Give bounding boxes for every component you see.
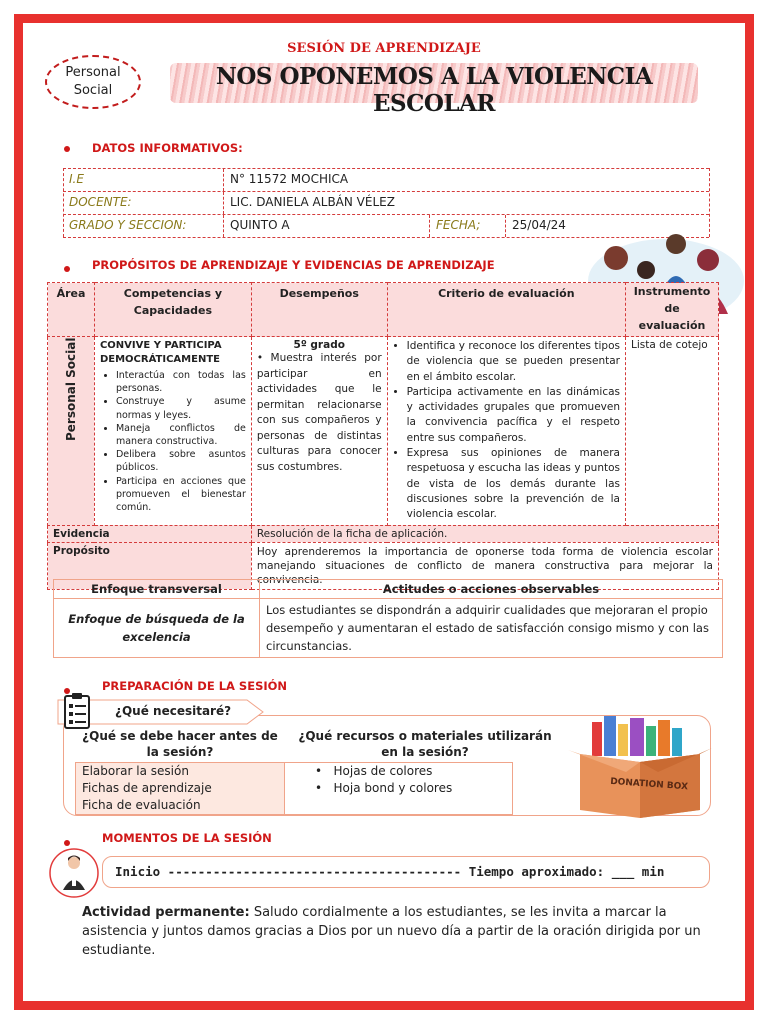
area-badge-line2: Social	[73, 83, 113, 98]
grado-text: 5º grado	[293, 339, 345, 351]
list-item: Ficha de evaluación	[82, 798, 201, 812]
bullet-icon	[64, 146, 70, 152]
section-heading-preparacion: PREPARACIÓN DE LA SESIÓN	[102, 679, 288, 693]
enfoque-name: Enfoque de búsqueda de la excelencia	[54, 599, 260, 658]
preparation-table	[75, 762, 513, 815]
area-cell	[48, 337, 95, 526]
page-title: NOS OPONEMOS A LA VIOLENCIA ESCOLAR	[215, 63, 653, 117]
need-label: ¿Qué necesitaré?	[115, 704, 232, 718]
session-label: SESIÓN DE APRENDIZAJE	[287, 41, 481, 56]
bullet-icon	[64, 840, 70, 846]
teacher-avatar	[49, 848, 99, 898]
actitudes-header: Actitudes o acciones observables	[260, 580, 723, 599]
section-heading-momentos: MOMENTOS DE LA SESIÓN	[102, 831, 272, 845]
desempeno-text: • Muestra interés por participar en actividades que le permitan relacionarse con sus compañeros y personas de distintas culturas para conocer sus costumbres.	[256, 352, 382, 473]
list-item: • Expresa sus opiniones de manera respetuosa y escucha las ideas y puntos de vista de los demás durante las discusiones sobre la prevención de la violencia escolar.	[407, 446, 620, 522]
list-item: • Construye y asume normas y leyes.	[116, 395, 246, 421]
info-row-docente	[63, 191, 709, 214]
list-item: Elaborar la sesión	[82, 764, 189, 778]
capacidades-list	[100, 369, 246, 514]
list-item: • Hoja bond y colores	[315, 781, 453, 795]
info-left-border	[63, 168, 64, 237]
instrumento-value: Lista de cotejo	[626, 337, 719, 526]
header-desempenos: Desempeños	[251, 283, 387, 337]
docente-label: DOCENTE:	[69, 195, 132, 209]
materials-header: ¿Qué recursos o materiales utilizarán en la sesión?	[298, 729, 552, 759]
competencia-cell	[94, 337, 251, 526]
donation-box-illustration	[566, 712, 714, 820]
list-item: Fichas de aprendizaje	[82, 781, 212, 795]
criterio-cell	[387, 337, 625, 526]
info-row-ie	[63, 168, 709, 191]
grado-value: QUINTO A	[223, 215, 429, 237]
proposito-value: Hoy aprenderemos la importancia de oponerse toda forma de violencia escolar manejando situaciones de conflicto de manera constructiva para mejorar la convivencia.	[251, 542, 718, 589]
list-item: • Hojas de colores	[315, 764, 433, 778]
header-competencias: Competencias y Capacidades	[94, 283, 251, 337]
header-criterio: Criterio de evaluación	[387, 283, 625, 337]
header-instrumento: Instrumento de evaluación	[626, 283, 719, 337]
actividad-permanente	[82, 903, 702, 960]
list-item: • Participa activamente en las dinámicas y actividades grupales que promueven la convivencia pacífica y el respeto entre sus compañeros.	[407, 385, 620, 446]
area-vertical-label: Personal Social	[63, 337, 78, 441]
list-item: • Identifica y reconoce los diferentes tipos de violencia que se pueden presentar en el ámbito escolar.	[407, 339, 620, 385]
list-item: • Participa en acciones que promueven el bienestar común.	[116, 475, 246, 515]
proposito-label: Propósito	[48, 542, 252, 589]
checklist-icon	[62, 692, 92, 730]
before-cell	[76, 763, 285, 815]
grado-label: GRADO Y SECCION:	[69, 218, 187, 232]
fecha-value: 25/04/24	[505, 215, 709, 237]
enfoque-table	[53, 579, 723, 658]
evidencia-value: Resolución de la ficha de aplicación.	[251, 525, 718, 542]
before-header: ¿Qué se debe hacer antes de la sesión?	[82, 729, 278, 759]
perm-text: Saludo cordialmente a los estudiantes, se les invita a marcar la asistencia y juntos damos gracias a Dios por un nuevo día a partir de la oración dirigida por un estudiante.	[82, 905, 701, 958]
area-badge-line1: Personal	[65, 65, 121, 80]
evidencia-label: Evidencia	[48, 525, 252, 542]
ie-label: I.E	[69, 172, 84, 186]
inicio-bar: Inicio --------------------------------------- Tiempo aproximado: ___ min	[102, 856, 710, 888]
list-item: • Interactúa con todas las personas.	[116, 369, 246, 395]
enfoque-header: Enfoque transversal	[54, 580, 260, 599]
header-area: Área	[48, 283, 95, 337]
competencia-title: CONVIVE Y PARTICIPA DEMOCRÁTICAMENTE	[99, 340, 222, 365]
ie-value: N° 11572 MOCHICA	[223, 169, 709, 191]
fecha-label: FECHA;	[429, 215, 505, 237]
actitudes-text: Los estudiantes se dispondrán a adquirir cualidades que mejoraran el propio desempeño y aumentaran el estado de satisfacción consigo mismo y con las circunstancias.	[260, 599, 723, 658]
donation-box-label: DONATION BOX	[609, 776, 689, 793]
list-item: • Delibera sobre asuntos públicos.	[116, 448, 246, 474]
section-heading-propositos: PROPÓSITOS DE APRENDIZAJE Y EVIDENCIAS DE APRENDIZAJE	[92, 258, 495, 272]
criterios-list	[393, 339, 620, 523]
docente-value: LIC. DANIELA ALBÁN VÉLEZ	[223, 192, 709, 214]
propositos-table	[47, 282, 719, 590]
bullet-icon	[64, 266, 70, 272]
perm-label: Actividad permanente:	[82, 905, 250, 920]
desempeno-cell	[251, 337, 387, 526]
materials-cell	[285, 763, 513, 815]
area-badge	[45, 55, 141, 109]
section-heading-datos: DATOS INFORMATIVOS:	[92, 141, 243, 155]
list-item: • Maneja conflictos de manera constructiva.	[116, 422, 246, 448]
